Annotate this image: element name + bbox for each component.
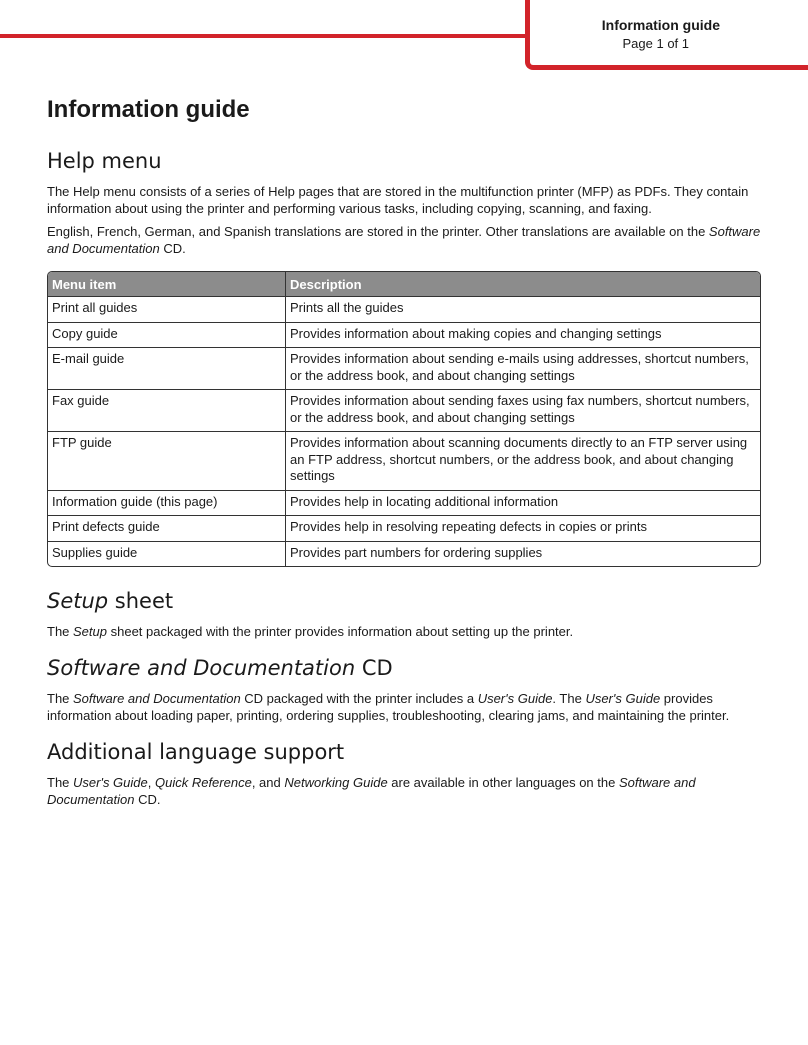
- menu-item-cell: Supplies guide: [48, 541, 286, 567]
- menu-item-cell: E-mail guide: [48, 347, 286, 389]
- table-row: [48, 296, 760, 322]
- table-row: [48, 431, 760, 490]
- setup-sheet-heading: Setup sheet: [47, 589, 174, 613]
- help-menu-table: [47, 271, 761, 567]
- table-row: [48, 389, 760, 431]
- description-cell: Provides help in resolving repeating defects in copies or prints: [286, 515, 760, 541]
- language-support-paragraph: The User's Guide, Quick Reference, and Networking Guide are available in other languages on the Software and Documentation CD.: [47, 775, 696, 807]
- table-row: [48, 347, 760, 389]
- menu-item-cell: FTP guide: [48, 431, 286, 490]
- header-box: [525, 0, 808, 70]
- description-cell: Provides information about sending faxes using fax numbers, shortcut numbers, or the address book, and about changing settings: [286, 389, 760, 431]
- help-menu-paragraph-1: The Help menu consists of a series of Help pages that are stored in the multifunction printer (MFP) as PDFs. They contain information about using the printer and performing various tasks, including copying, scanning, and faxing.: [47, 184, 749, 216]
- description-cell: Provides help in locating additional information: [286, 490, 760, 516]
- header-title: Information guide: [601, 17, 720, 33]
- header-page-number: Page 1 of 1: [622, 36, 689, 51]
- column-header-menu-item: Menu item: [48, 272, 286, 296]
- menu-item-cell: Copy guide: [48, 322, 286, 348]
- software-cd-heading: Software and Documentation CD: [47, 656, 393, 680]
- table-row: [48, 490, 760, 516]
- help-menu-paragraph-2: English, French, German, and Spanish translations are stored in the printer. Other translations are available on the Software and Documentation CD.: [47, 224, 761, 256]
- software-cd-paragraph: The Software and Documentation CD packaged with the printer includes a User's Guide. The User's Guide provides information about loading paper, printing, ordering supplies, troubleshooting, clearing jams, and maintaining the printer.: [47, 691, 730, 723]
- description-cell: Provides part numbers for ordering supplies: [286, 541, 760, 567]
- menu-item-cell: Print defects guide: [48, 515, 286, 541]
- menu-item-cell: Fax guide: [48, 389, 286, 431]
- table-row: [48, 541, 760, 567]
- page-title: Information guide: [47, 96, 250, 123]
- description-cell: Provides information about scanning documents directly to an FTP server using an FTP address, shortcut numbers, or the address book, and about changing settings: [286, 431, 760, 490]
- help-menu-heading: Help menu: [47, 149, 162, 173]
- description-cell: Provides information about making copies and changing settings: [286, 322, 760, 348]
- table-row: [48, 322, 760, 348]
- table-row: [48, 515, 760, 541]
- setup-sheet-paragraph: The Setup sheet packaged with the printer provides information about setting up the printer.: [47, 624, 574, 639]
- header-rule: [0, 34, 530, 38]
- menu-item-cell: Print all guides: [48, 296, 286, 322]
- table-header-row: [48, 272, 760, 296]
- menu-item-cell: Information guide (this page): [48, 490, 286, 516]
- language-support-heading: Additional language support: [47, 740, 345, 764]
- description-cell: Provides information about sending e-mails using addresses, shortcut numbers, or the address book, and about changing settings: [286, 347, 760, 389]
- column-header-description: Description: [286, 272, 760, 296]
- document-body: [47, 94, 761, 814]
- description-cell: Prints all the guides: [286, 296, 760, 322]
